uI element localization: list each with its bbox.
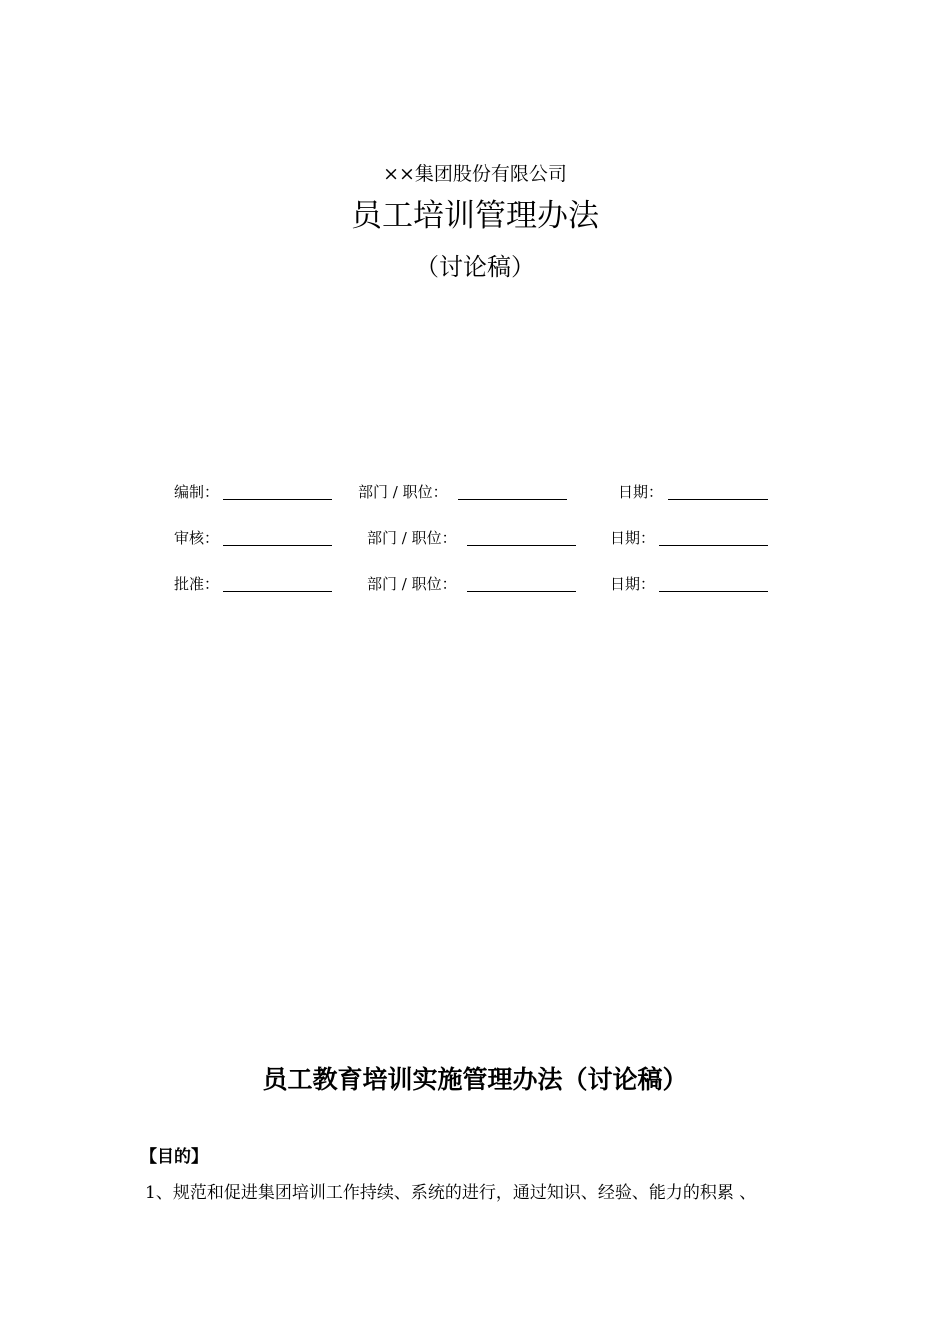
sig-date-blank [659, 545, 768, 546]
cover-title: 员工培训管理办法 [351, 198, 599, 234]
sig-date-label: 日期： [618, 483, 664, 501]
cover-subtitle: （讨论稿） [415, 253, 535, 281]
sig-date-label: 日期： [610, 575, 656, 593]
sig-role-blank [223, 545, 332, 546]
purpose-heading: 【目的】 [140, 1147, 208, 1167]
paragraph: 1、规范和促进集团培训工作持续、系统的进行，通过知识、经验、能力的积累 、 [145, 1183, 757, 1203]
sig-date-blank [659, 591, 768, 592]
sig-dept-blank [467, 591, 576, 592]
sig-date-blank [668, 499, 768, 500]
sig-role-blank [223, 499, 332, 500]
cover-company: ××集团股份有限公司 [383, 163, 567, 185]
sig-role-label: 批准： [174, 575, 220, 593]
sig-dept-blank [458, 499, 567, 500]
sig-role-label: 审核： [174, 529, 220, 547]
sig-role-blank [223, 591, 332, 592]
sig-dept-label: 部门 / 职位： [367, 529, 457, 547]
sig-dept-blank [467, 545, 576, 546]
sig-role-label: 编制： [174, 483, 220, 501]
sig-date-label: 日期： [610, 529, 656, 547]
sig-dept-label: 部门 / 职位： [367, 575, 457, 593]
sig-dept-label: 部门 / 职位： [358, 483, 448, 501]
section-title: 员工教育培训实施管理办法（讨论稿） [262, 1065, 688, 1094]
